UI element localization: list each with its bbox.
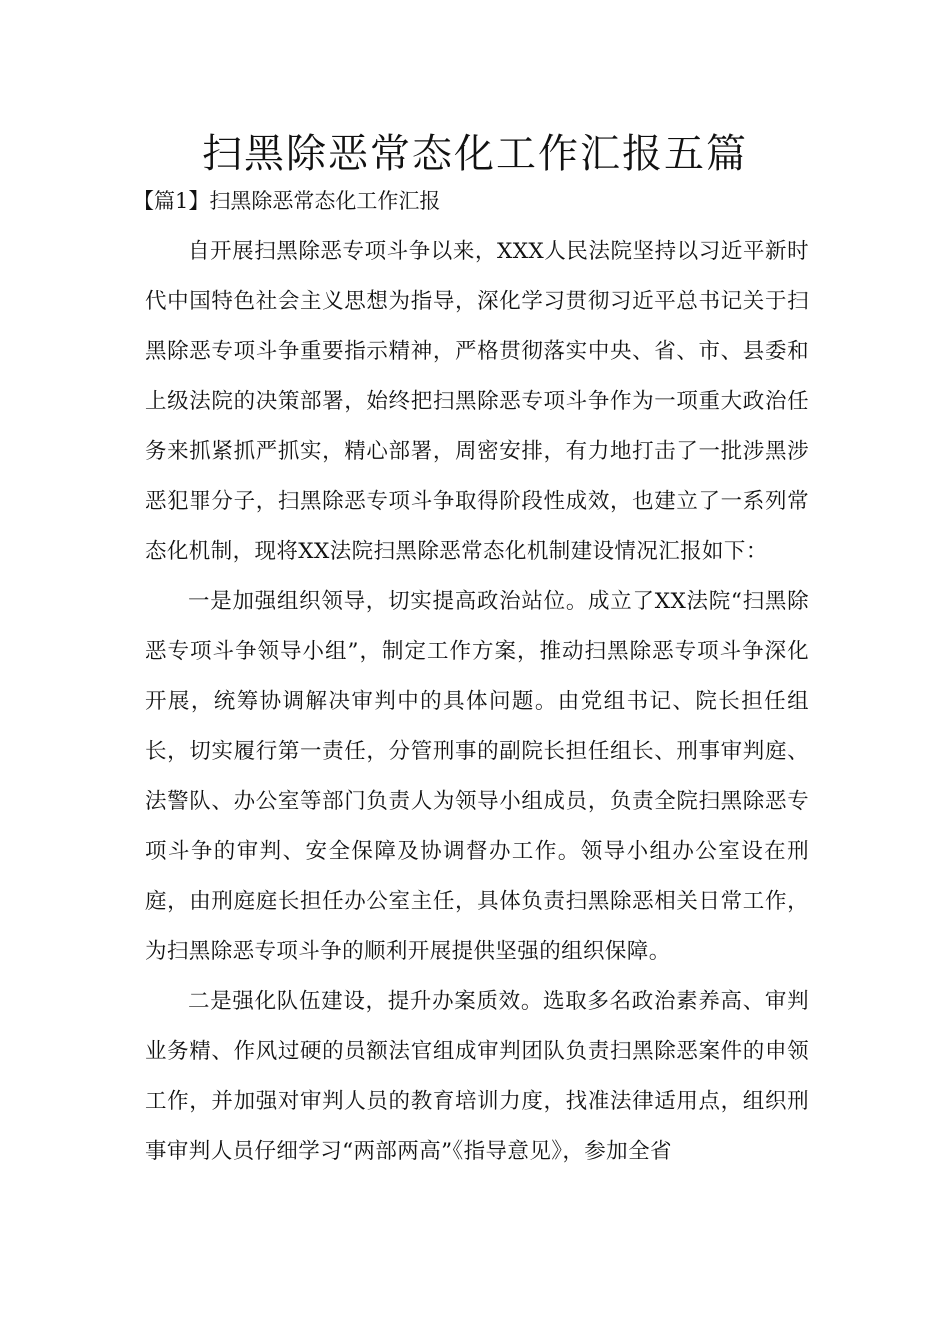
section-heading: 【篇1】扫黑除恶常态化工作汇报 bbox=[133, 189, 441, 213]
document-body bbox=[145, 227, 809, 1177]
document-title: 扫黑除恶常态化工作汇报五篇 bbox=[202, 131, 748, 177]
paragraph-team-building: 二是强化队伍建设，提升办案质效。选取多名政治素养高、审判业务精、作风过硬的员额法官组成审判团队负责扫黑除恶案件的申领工作，并加强对审判人员的教育培训力度，找准法律适用点，组织刑事审判人员仔细学习“两部两高”《指导意见》，参加全省 bbox=[145, 989, 809, 1164]
paragraph-intro: 自开展扫黑除恶专项斗争以来，XXX人民法院坚持以习近平新时代中国特色社会主义思想为指导，深化学习贯彻习近平总书记关于扫黑除恶专项斗争重要指示精神，严格贯彻落实中央、省、市、县委和上级法院的决策部署，始终把扫黑除恶专项斗争作为一项重大政治任务来抓紧抓严抓实，精心部署，周密安排，有力地打击了一批涉黑涉恶犯罪分子，扫黑除恶专项斗争取得阶段性成效，也建立了一系列常态化机制，现将XX法院扫黑除恶常态化机制建设情况汇报如下： bbox=[145, 239, 809, 564]
paragraph-organization: 一是加强组织领导，切实提高政治站位。成立了XX法院“扫黑除恶专项斗争领导小组”，制定工作方案，推动扫黑除恶专项斗争深化开展，统筹协调解决审判中的具体问题。由党组书记、院长担任组长，切实履行第一责任，分管刑事的副院长担任组长、刑事审判庭、法警队、办公室等部门负责人为领导小组成员，负责全院扫黑除恶专项斗争的审判、安全保障及协调督办工作。领导小组办公室设在刑庭，由刑庭庭长担任办公室主任，具体负责扫黑除恶相关日常工作，为扫黑除恶专项斗争的顺利开展提供坚强的组织保障。 bbox=[145, 589, 809, 964]
